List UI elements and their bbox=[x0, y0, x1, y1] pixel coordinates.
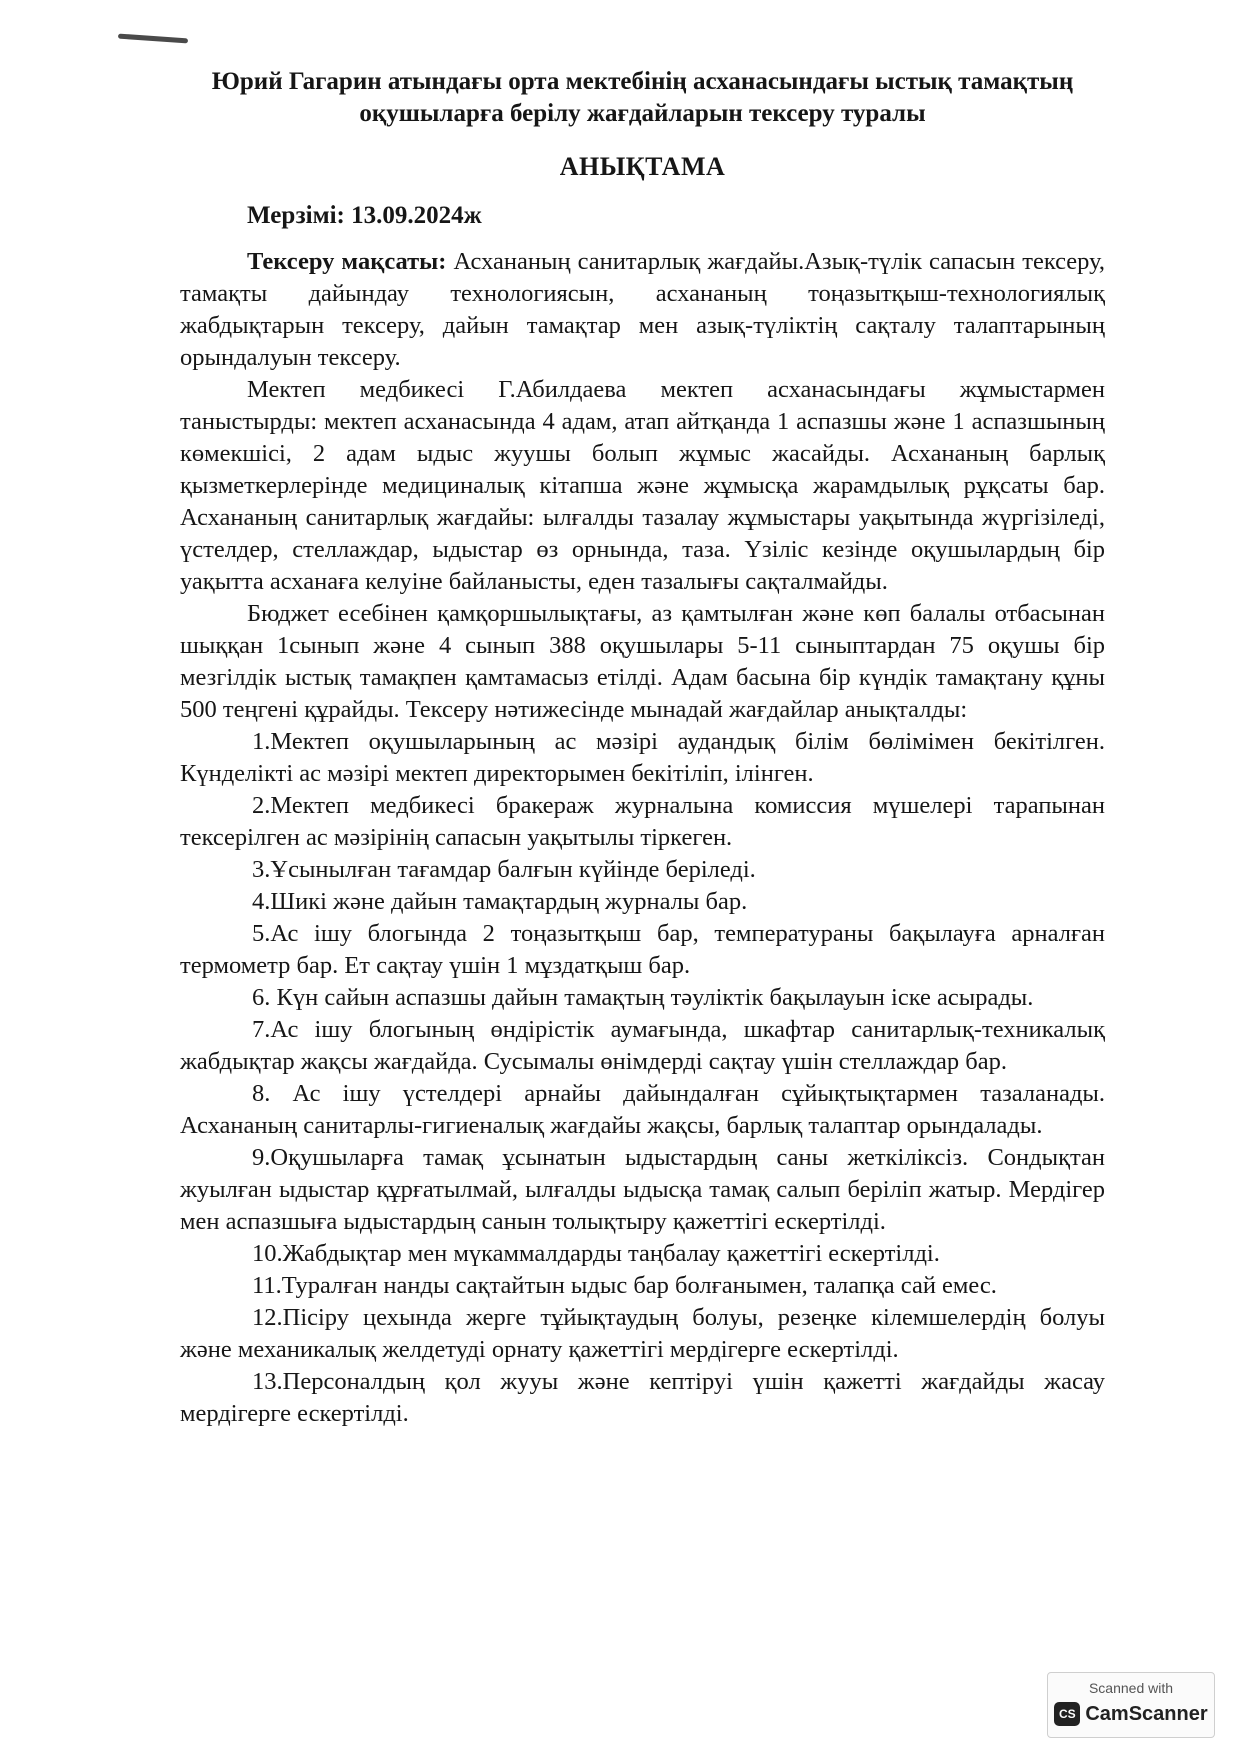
budget-paragraph: Бюджет есебінен қамқоршылықтағы, аз қамтылған және көп балалы отбасынан шыққан 1сынып және 4 сынып 388 оқушылары 5-11 сыныптардан 75 оқушы бір мезгілдік ыстық тамақпен қамтамасыз етілді. Адам басына бір күндік тамақтану құны 500 теңгені құрайды. Тексеру нәтижесінде мынадай жағдайлар анықталды: bbox=[180, 600, 1105, 723]
purpose-paragraph bbox=[180, 246, 1105, 374]
document-page bbox=[180, 66, 1105, 1430]
pen-mark bbox=[118, 34, 188, 44]
finding-item: 11.Туралған нанды сақтайтын ыдыс бар болғанымен, талапқа сай емес. bbox=[252, 1272, 997, 1299]
finding-item: 1.Мектеп оқушыларының ас мәзірі аудандық білім бөлімімен бекітілген. Күнделікті ас мәзірі мектеп директорымен бекітіліп, ілінген. bbox=[180, 728, 1105, 787]
camscanner-watermark bbox=[1047, 1672, 1215, 1738]
finding-item: 8. Ас ішу үстелдері арнайы дайындалған сұйықтықтармен тазаланады. Асхананың санитарлы-гигиеналық жағдайы жақсы, барлық талаптар орындалады. bbox=[180, 1080, 1105, 1139]
document-date: Мерзімі: 13.09.2024ж bbox=[247, 202, 482, 229]
finding-item: 12.Пісіру цехында жерге тұйықтаудың болуы, резеңке кілемшелердің болуы және механикалық желдетуді орнату қажеттігі мердігерге ескертілді. bbox=[180, 1304, 1105, 1363]
watermark-name: CamScanner bbox=[1085, 1702, 1208, 1725]
document-body bbox=[180, 246, 1105, 1430]
finding-item: 7.Ас ішу блогының өндірістік аумағында, шкафтар санитарлық-техникалық жабдықтар жақсы жағдайда. Сусымалы өнімдерді сақтау үшін стеллаждар бар. bbox=[180, 1016, 1105, 1075]
title-line-2: оқушыларға берілу жағдайларын тексеру туралы bbox=[359, 100, 926, 127]
finding-item: 2.Мектеп медбикесі бракераж журналына комиссия мүшелері тарапынан тексерілген ас мәзірінің сапасын уақытылы тіркеген. bbox=[180, 792, 1105, 851]
title-line-1: Юрий Гагарин атындағы орта мектебінің асханасындағы ыстық тамақтың bbox=[211, 68, 1074, 95]
finding-item: 13.Персоналдың қол жууы және кептіруі үшін қажетті жағдайды жасау мердігерге ескертілді. bbox=[180, 1368, 1105, 1427]
purpose-text: Асхананың санитарлық жағдайы.Азық-түлік сапасын тексеру, тамақты дайындау технологиясын, асхананың тоңазытқыш-технологиялық жабдықтарын тексеру, дайын тамақтар мен азық-түліктің сақталу талаптарының орындалуын тексеру. bbox=[180, 248, 1106, 371]
finding-item: 9.Оқушыларға тамақ ұсынатын ыдыстардың саны жеткіліксіз. Сондықтан жуылған ыдыстар құрғатылмай, ылғалды ыдысқа тамақ салып беріліп жатыр. Мердігер мен аспазшыға ыдыстардың санын толықтыру қажеттігі ескертілді. bbox=[180, 1144, 1105, 1235]
finding-item: 3.Ұсынылған тағамдар балғын күйінде беріледі. bbox=[252, 856, 756, 883]
finding-item: 6. Күн сайын аспазшы дайын тамақтың тәуліктік бақылауын іске асырады. bbox=[252, 984, 1034, 1011]
document-heading: АНЫҚТАМА bbox=[559, 152, 726, 181]
staff-paragraph: Мектеп медбикесі Г.Абилдаева мектеп асханасындағы жұмыстармен таныстырды: мектеп асханасында 4 адам, атап айтқанда 1 аспазшы және 1 аспазшының көмекшісі, 2 адам ыдыс жуушы болып жұмыс жасайды. Асхананың барлық қызметкерлерінде медициналық кітапша және жұмысқа жарамдылық рұқсаты бар. Асхананың санитарлық жағдайы: ылғалды тазалау жұмыстары уақытында жүргізіледі, үстелдер, стеллаждар, ыдыстар өз орнында, таза. Үзіліс кезінде оқушылардың бір уақытта асханаға келуіне байланысты, еден тазалығы сақталмайды. bbox=[180, 376, 1105, 595]
finding-item: 10.Жабдықтар мен мүкаммалдарды таңбалау қажеттігі ескертілді. bbox=[252, 1240, 940, 1267]
camscanner-logo-icon: CS bbox=[1054, 1702, 1080, 1726]
watermark-caption: Scanned with bbox=[1088, 1680, 1174, 1696]
finding-item: 5.Ас ішу блогында 2 тоңазытқыш бар, температураны бақылауға арналған термометр бар. Ет сақтау үшін 1 мұздатқыш бар. bbox=[180, 920, 1105, 979]
purpose-label: Тексеру мақсаты: bbox=[247, 248, 447, 275]
finding-item: 4.Шикі және дайын тамақтардың журналы бар. bbox=[252, 888, 748, 915]
document-title bbox=[180, 66, 1105, 130]
watermark-brand bbox=[1048, 1702, 1214, 1726]
